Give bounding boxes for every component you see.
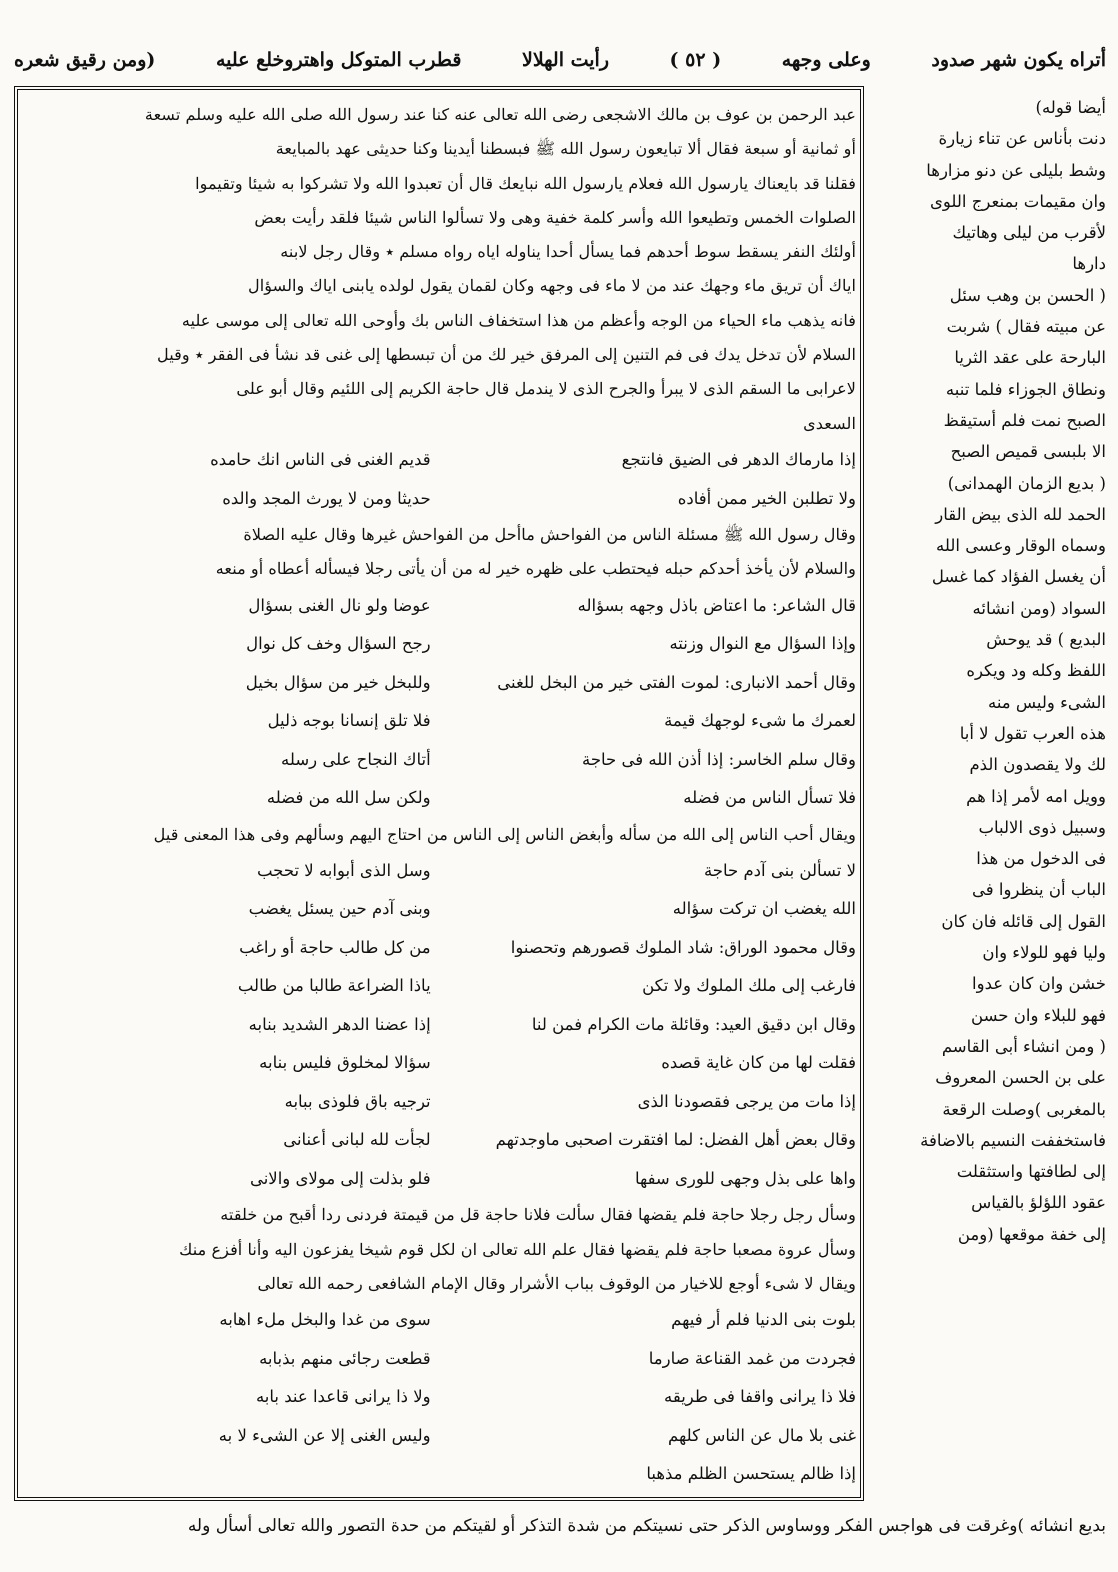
side-line: البارحة على عقد الثريا [954,348,1106,368]
verse-row [22,1417,856,1456]
side-line: إلى لطافتها واستثقلت [956,1162,1106,1182]
verse-block-3 [22,852,856,1199]
verse-hemistich-first: غنى بلا مال عن الناس كلهم [668,1425,856,1445]
verse-hemistich-first: وإذا السؤال مع النوال وزنته [669,634,856,654]
page-header [14,40,1106,80]
prose-line: أو ثمانية أو سبعة فقال ألا تبايعون رسول الله ﷺ فبسطنا أيدينا وكنا حديثى عهد بالمبايعة [275,139,856,159]
verse-row [22,479,856,518]
verse-hemistich-first: وقال محمود الوراق: شاد الملوك قصورهم وتحصنوا [510,937,856,957]
verse-hemistich-first: فلا ذا يرانى واقفا فى طريقه [664,1387,856,1407]
side-line: عقود اللؤلؤ بالقياس [971,1193,1106,1213]
verse-hemistich-first: الله يغضب ان تركت سؤاله [672,899,856,919]
verse-hemistich-second: ولكن سل الله من فضله [266,788,431,808]
verse-hemistich-second: من كل طالب حاجة أو راغب [239,937,431,957]
verse-hemistich-first: بلوت بنى الدنيا فلم أر فيهم [671,1310,856,1330]
side-line: السواد (ومن انشائه [972,598,1106,618]
verse-hemistich-second: وسل الذى أبوابه لا تحجب [256,860,431,880]
prose-line: وسأل عروة مصعبا حاجة فلم يقضها فقال علم الله تعالى ان لكل قوم شيخا يفزعون اليه وأنا أفزع منك [179,1239,856,1259]
side-line: بالمغربى )وصلت الرقعة [942,1099,1106,1119]
prose-block-3 [22,818,856,852]
side-line: ( ومن انشاء أبى القاسم [941,1036,1106,1056]
side-line: هذه العرب تقول لا أبا [959,723,1106,743]
verse-row [22,1378,856,1417]
verse-hemistich-first: فلا تسأل الناس من فضله [683,788,856,808]
verse-hemistich-first: لا تسألن بنى آدم حاجة [703,860,856,880]
prose-line: وقال رسول الله ﷺ مسئلة الناس من الفواحش ماأحل من الفواحش غيرها وقال عليه الصلاة [243,524,856,544]
side-line: فهو للبلاء وان حسن [971,1005,1106,1025]
side-line: وسبيل ذوى الالباب [978,817,1106,837]
verse-hemistich-first: لعمرك ما شىء لوجهك قيمة [664,711,856,731]
side-line: فاستخففت النسيم بالاضافة [920,1130,1106,1150]
verse-row [22,625,856,664]
side-line: عن مبيته فقال ) شربت [946,317,1106,337]
verse-hemistich-second: لجأت لله لبانى أعنانى [283,1130,431,1150]
verse-hemistich-first: قال الشاعر: ما اعتاض باذل وجهه بسؤاله [577,595,856,615]
verse-row [22,1121,856,1160]
side-column [872,92,1106,1502]
verse-hemistich-second: قطعت رجائى منهم بذبابه [259,1348,431,1368]
prose-line: لاعرابى ما السقم الذى لا يبرأ والجرح الذى لا يندمل قال حاجة الكريم إلى اللئيم وقال أبو على [236,379,856,399]
verse-hemistich-second: ياذا الضراعة طالبا من طالب [237,976,431,996]
verse-row [22,779,856,818]
side-line: الباب أن ينظروا فى [972,880,1106,900]
side-line: فى الدخول من هذا [976,849,1106,869]
side-line: وليا فهو للولاء وان [982,943,1106,963]
side-line: خشن وان كان عدوا [972,974,1106,994]
prose-line: ويقال لا شىء أوجع للاخيار من الوقوف بباب الأشرار وقال الإمام الشافعى رحمه الله تعالى [257,1273,856,1293]
prose-line: السلام لأن تدخل يدك فى فم التنين إلى المرفق خير لك من أن تبسطها إلى غنى قد نشأ فى الفقر ٭ وقيل [156,345,856,365]
verse-hemistich-first: فارغب إلى ملك الملوك ولا تكن [642,976,856,996]
side-line: على بن الحسن المعروف [935,1068,1106,1088]
verse-hemistich-first: إذا مارماك الدهر فى الضيق فانتجع [621,450,856,470]
verse-hemistich-first: وقال بعض أهل الفضل: لما افتقرت اصحبى ماوجدتهم [495,1130,856,1150]
verse-hemistich-second: رجح السؤال وخف كل نوال [246,634,431,654]
verse-row [22,587,856,626]
side-line: الصبح نمت فلم أستيقظ [943,410,1106,430]
side-line: ونطاق الجوزاء فلما تنبه [945,379,1106,399]
verse-hemistich-first: واها على بذل وجهى للورى سفها [634,1168,856,1188]
verse-hemistich-second: فلو بذلت إلى مولاى والانى [249,1168,431,1188]
verse-row [22,702,856,741]
prose-block-4 [22,1198,856,1301]
verse-hemistich-first: وقال أحمد الانبارى: لموت الفتى خير من البخل للغنى [497,672,856,692]
page-footer: بديع انشائه )وغرقت فى هواجس الفكر ووساوس الذكر حتى نسيتكم من شدة التذكر أو لقيتكم من حدة التصور والله تعالى أسأل وله [187,1516,1106,1536]
verse-row [22,1160,856,1199]
verse-row [22,890,856,929]
side-line: دارها [1072,254,1106,274]
verse-row [22,1083,856,1122]
verse-hemistich-second: قديم الغنى فى الناس انك حامده [210,450,431,470]
verse-hemistich-second: حديثا ومن لا يورث المجد والده [222,488,431,508]
verse-row [22,929,856,968]
header-left-1: رأيت الهلالا [521,49,609,71]
header-left-3: (ومن رقيق شعره [14,49,156,71]
side-line: وشط بليلى عن دنو مزارها [926,160,1106,180]
side-line: اللفظ وكله ود ويكره [966,661,1106,681]
prose-line: فانه يذهب ماء الحياء من الوجه وأعظم من هذا استخفاف الناس بك وأوحى الله تعالى إلى موسى عليه [181,310,856,330]
verse-row [22,441,856,480]
prose-line: الصلوات الخمس وتطيعوا الله وأسر كلمة خفية وهى ولا تسألوا الناس شيئا فلقد رأيت بعض [254,207,856,227]
verse-hemistich-first: وقال سلم الخاسر: إذا أذن الله فى حاجة [581,749,856,769]
verse-hemistich-second: فلا تلق إنسانا بوجه ذليل [267,711,431,731]
side-line: لك ولا يقصدون الذم [969,755,1106,775]
verse-row [22,741,856,780]
side-line: الحمد لله الذى بيض القار [935,504,1106,524]
side-line: الا بلبسى قميص الصبح [950,442,1106,462]
verse-hemistich-second: أتاك النجاح على رسله [281,749,431,769]
verse-row [22,1044,856,1083]
verse-hemistich-second: سؤالا لمخلوق فليس بنابه [259,1053,431,1073]
verse-row [22,1301,856,1340]
side-line: القول إلى قائله فان كان [941,911,1106,931]
side-line: وان مقيمات بمنعرج اللوى [929,191,1106,211]
side-line: ( الحسن بن وهب سئل [949,285,1106,305]
verse-hemistich-second: وللبخل خير من سؤال بخيل [245,672,431,692]
verse-hemistich-first: إذا ظالم يستحسن الظلم مذهبا [646,1464,856,1484]
page-number: ( ٥٢ ) [669,49,722,71]
header-right-2: وعلى وجهه [781,49,871,71]
prose-block-2 [22,518,856,587]
verse-row [22,852,856,891]
verse-row [22,967,856,1006]
prose-line: اياك أن تريق ماء وجهك عند من لا ماء فى وجهه وكان لقمان يقول لولده يابنى اياك والسؤال [248,276,856,296]
side-line: أيضا قوله) [1035,98,1106,117]
prose-line: السعدى [803,413,856,433]
verse-hemistich-second: إذا عضنا الدهر الشديد بنابه [248,1014,431,1034]
verse-hemistich-second: ولا ذا يرانى قاعدا عند بابه [255,1387,431,1407]
verse-hemistich-second: عوضا ولو نال الغنى بسؤال [248,595,431,615]
verse-block-4 [22,1301,856,1494]
prose-line: والسلام لأن يأخذ أحدكم حبله فيحتطب على ظهره خير له من أن يأتى رجلا فيسأله أعطاه أو منعه [215,559,856,579]
side-line: دنت بأناس عن تناء زيارة [938,129,1106,149]
verse-hemistich-first: ولا تطلبن الخير ممن أفاده [677,488,856,508]
prose-block-1 [22,98,856,441]
side-line: البديع ) قد يوحش [986,630,1106,650]
prose-line: فقلنا قد بايعناك يارسول الله فعلام يارسول الله نبايعك قال أن تعبدوا الله ولا تشركوا به شيئا وتقيموا [195,173,856,193]
verse-block-2 [22,587,856,818]
verse-row [22,664,856,703]
side-line: إلى خفة موقعها (ومن [957,1224,1106,1244]
verse-block-1 [22,441,856,518]
verse-hemistich-second: سوى من غدا والبخل ملء اهابه [219,1310,431,1330]
side-line: ( بديع الزمان الهمدانى) [947,473,1106,493]
verse-row [22,1006,856,1045]
verse-hemistich-second: وبنى آدم حين يسئل يغضب [248,899,431,919]
prose-line: عبد الرحمن بن عوف بن مالك الاشجعى رضى الله تعالى عنه كنا عند رسول الله صلى الله عليه وسلم تسعة [144,105,856,124]
side-line: الشىء وليس منه [987,692,1106,712]
prose-line: أولئك النفر يسقط سوط أحدهم فما يسأل أحدا يناوله اياه رواه مسلم ٭ وقال رجل لابنه [280,242,856,262]
verse-row [22,1340,856,1379]
verse-hemistich-first: فقلت لها من كان غاية قصده [661,1053,856,1073]
side-line: لأقرب من ليلى وهاتيك [952,223,1106,243]
verse-hemistich-second: وليس الغنى إلا عن الشىء لا به [218,1425,431,1445]
main-text [22,98,856,1494]
verse-row [22,1455,856,1494]
prose-line: وسأل رجل رجلا حاجة فلم يقضها فقال سألت فلانا حاجة قل من قيمتة فردنى ردا أقبح من خلقته [220,1205,856,1225]
side-line: وويل امه لأمر إذا هم [966,786,1106,806]
side-line: أن يغسل الفؤاد كما غسل [931,567,1106,587]
side-line: وسماه الوقار وعسى الله [936,536,1106,556]
header-right-1: أتراه يكون شهر صدود [931,49,1106,71]
verse-hemistich-first: وقال ابن دقيق العيد: وقائلة مات الكرام فمن لنا [531,1014,856,1034]
header-left-2: قطرب المتوكل واهتروخلع عليه [215,49,462,71]
verse-hemistich-first: إذا مات من يرجى فقصودنا الذى [637,1091,856,1111]
verse-hemistich-second: ترجيه باق فلوذى ببابه [284,1091,431,1111]
prose-line: ويقال أحب الناس إلى الله من سأله وأبغض الناس إلى الناس من احتاج اليهم وسألهم وفى هذا المعنى قيل [153,824,856,844]
verse-hemistich-first: فجردت من غمد القناعة صارما [648,1348,856,1368]
